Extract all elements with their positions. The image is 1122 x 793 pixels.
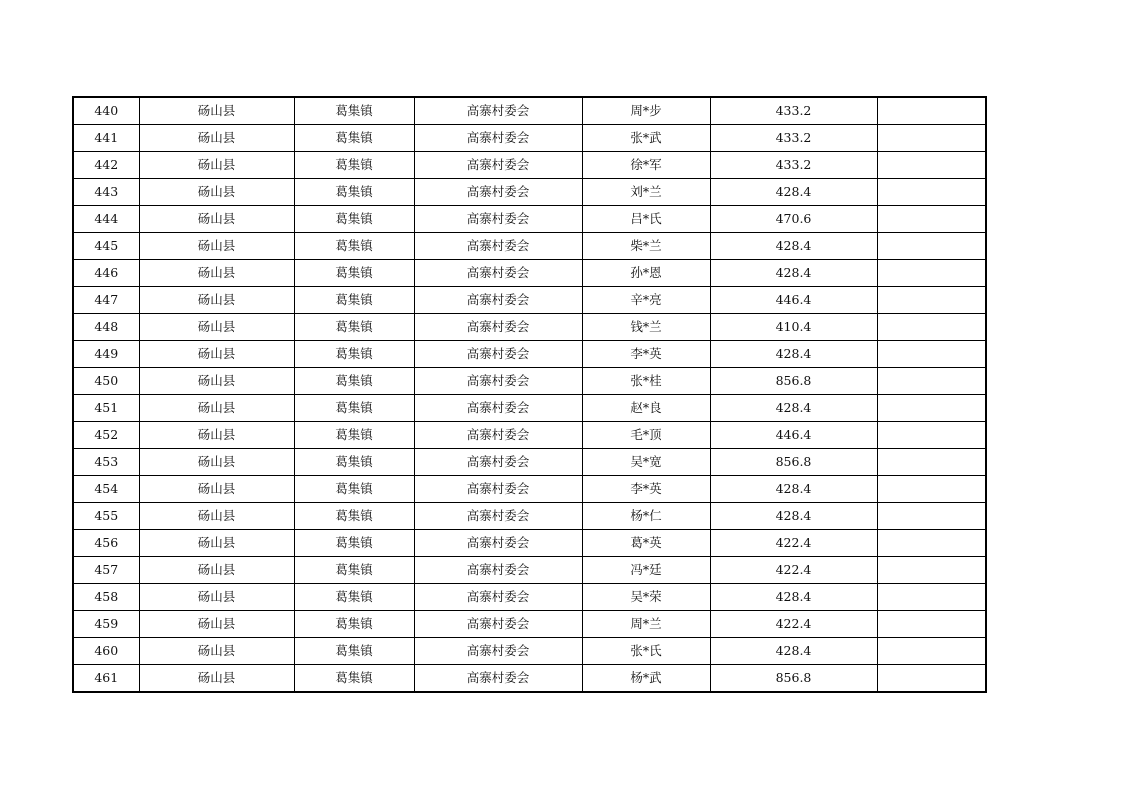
town-cell: 葛集镇 [294,125,414,152]
name-cell: 张*氏 [582,638,710,665]
row-number-cell: 442 [73,152,139,179]
county-cell: 砀山县 [139,449,294,476]
table-row [73,665,986,693]
name-cell: 孙*恩 [582,260,710,287]
village-cell: 高寨村委会 [414,152,582,179]
table-row [73,395,986,422]
town-cell: 葛集镇 [294,368,414,395]
row-number-cell: 444 [73,206,139,233]
table-body [73,97,986,692]
county-cell: 砀山县 [139,611,294,638]
village-cell: 高寨村委会 [414,368,582,395]
name-cell: 张*桂 [582,368,710,395]
note-cell [877,395,986,422]
amount-cell: 446.4 [710,422,877,449]
village-cell: 高寨村委会 [414,233,582,260]
town-cell: 葛集镇 [294,530,414,557]
table-row [73,476,986,503]
town-cell: 葛集镇 [294,557,414,584]
amount-cell: 428.4 [710,476,877,503]
table-row [73,557,986,584]
town-cell: 葛集镇 [294,476,414,503]
village-cell: 高寨村委会 [414,449,582,476]
town-cell: 葛集镇 [294,287,414,314]
name-cell: 葛*英 [582,530,710,557]
table-row [73,584,986,611]
table-row [73,97,986,125]
table-row [73,503,986,530]
amount-cell: 433.2 [710,125,877,152]
village-cell: 高寨村委会 [414,665,582,693]
town-cell: 葛集镇 [294,449,414,476]
amount-cell: 856.8 [710,368,877,395]
amount-cell: 422.4 [710,611,877,638]
table-row [73,449,986,476]
amount-cell: 470.6 [710,206,877,233]
village-cell: 高寨村委会 [414,395,582,422]
town-cell: 葛集镇 [294,611,414,638]
amount-cell: 428.4 [710,233,877,260]
amount-cell: 433.2 [710,97,877,125]
table-row [73,530,986,557]
name-cell: 吴*宽 [582,449,710,476]
note-cell [877,530,986,557]
amount-cell: 428.4 [710,179,877,206]
village-cell: 高寨村委会 [414,530,582,557]
row-number-cell: 448 [73,314,139,341]
note-cell [877,314,986,341]
town-cell: 葛集镇 [294,638,414,665]
town-cell: 葛集镇 [294,665,414,693]
town-cell: 葛集镇 [294,395,414,422]
amount-cell: 428.4 [710,341,877,368]
county-cell: 砀山县 [139,584,294,611]
amount-cell: 446.4 [710,287,877,314]
table-row [73,125,986,152]
amount-cell: 428.4 [710,638,877,665]
row-number-cell: 456 [73,530,139,557]
county-cell: 砀山县 [139,422,294,449]
name-cell: 刘*兰 [582,179,710,206]
name-cell: 李*英 [582,476,710,503]
name-cell: 钱*兰 [582,314,710,341]
row-number-cell: 452 [73,422,139,449]
note-cell [877,97,986,125]
town-cell: 葛集镇 [294,422,414,449]
note-cell [877,368,986,395]
table-row [73,206,986,233]
note-cell [877,233,986,260]
village-cell: 高寨村委会 [414,260,582,287]
table-row [73,341,986,368]
name-cell: 辛*亮 [582,287,710,314]
name-cell: 张*武 [582,125,710,152]
name-cell: 吕*氏 [582,206,710,233]
amount-cell: 856.8 [710,449,877,476]
county-cell: 砀山县 [139,395,294,422]
row-number-cell: 457 [73,557,139,584]
row-number-cell: 455 [73,503,139,530]
village-cell: 高寨村委会 [414,179,582,206]
county-cell: 砀山县 [139,665,294,693]
name-cell: 冯*廷 [582,557,710,584]
amount-cell: 433.2 [710,152,877,179]
name-cell: 杨*仁 [582,503,710,530]
amount-cell: 422.4 [710,557,877,584]
row-number-cell: 441 [73,125,139,152]
town-cell: 葛集镇 [294,260,414,287]
village-cell: 高寨村委会 [414,341,582,368]
name-cell: 赵*良 [582,395,710,422]
county-cell: 砀山县 [139,638,294,665]
county-cell: 砀山县 [139,476,294,503]
town-cell: 葛集镇 [294,179,414,206]
county-cell: 砀山县 [139,287,294,314]
row-number-cell: 450 [73,368,139,395]
county-cell: 砀山县 [139,503,294,530]
table-row [73,233,986,260]
table-row [73,260,986,287]
row-number-cell: 440 [73,97,139,125]
row-number-cell: 449 [73,341,139,368]
amount-cell: 428.4 [710,503,877,530]
table-row [73,179,986,206]
note-cell [877,341,986,368]
county-cell: 砀山县 [139,530,294,557]
name-cell: 周*步 [582,97,710,125]
village-cell: 高寨村委会 [414,638,582,665]
note-cell [877,476,986,503]
note-cell [877,557,986,584]
note-cell [877,611,986,638]
row-number-cell: 459 [73,611,139,638]
name-cell: 杨*武 [582,665,710,693]
village-cell: 高寨村委会 [414,611,582,638]
table-row [73,152,986,179]
town-cell: 葛集镇 [294,97,414,125]
county-cell: 砀山县 [139,233,294,260]
village-cell: 高寨村委会 [414,125,582,152]
table-row [73,314,986,341]
town-cell: 葛集镇 [294,314,414,341]
town-cell: 葛集镇 [294,233,414,260]
village-cell: 高寨村委会 [414,584,582,611]
amount-cell: 428.4 [710,395,877,422]
row-number-cell: 458 [73,584,139,611]
note-cell [877,665,986,693]
amount-cell: 428.4 [710,584,877,611]
village-cell: 高寨村委会 [414,287,582,314]
row-number-cell: 447 [73,287,139,314]
table-row [73,638,986,665]
row-number-cell: 453 [73,449,139,476]
data-table [72,96,987,693]
town-cell: 葛集镇 [294,503,414,530]
village-cell: 高寨村委会 [414,557,582,584]
row-number-cell: 461 [73,665,139,693]
row-number-cell: 451 [73,395,139,422]
village-cell: 高寨村委会 [414,476,582,503]
note-cell [877,638,986,665]
county-cell: 砀山县 [139,125,294,152]
table-row [73,422,986,449]
table-row [73,611,986,638]
county-cell: 砀山县 [139,152,294,179]
row-number-cell: 454 [73,476,139,503]
name-cell: 徐*军 [582,152,710,179]
amount-cell: 422.4 [710,530,877,557]
name-cell: 毛*顶 [582,422,710,449]
county-cell: 砀山县 [139,97,294,125]
note-cell [877,422,986,449]
row-number-cell: 443 [73,179,139,206]
village-cell: 高寨村委会 [414,314,582,341]
row-number-cell: 446 [73,260,139,287]
town-cell: 葛集镇 [294,341,414,368]
row-number-cell: 445 [73,233,139,260]
table-row [73,368,986,395]
note-cell [877,449,986,476]
county-cell: 砀山县 [139,179,294,206]
town-cell: 葛集镇 [294,152,414,179]
county-cell: 砀山县 [139,368,294,395]
row-number-cell: 460 [73,638,139,665]
county-cell: 砀山县 [139,206,294,233]
village-cell: 高寨村委会 [414,422,582,449]
name-cell: 周*兰 [582,611,710,638]
county-cell: 砀山县 [139,341,294,368]
county-cell: 砀山县 [139,314,294,341]
village-cell: 高寨村委会 [414,503,582,530]
name-cell: 吴*荣 [582,584,710,611]
note-cell [877,179,986,206]
note-cell [877,503,986,530]
village-cell: 高寨村委会 [414,97,582,125]
note-cell [877,206,986,233]
note-cell [877,125,986,152]
amount-cell: 428.4 [710,260,877,287]
name-cell: 李*英 [582,341,710,368]
village-cell: 高寨村委会 [414,206,582,233]
amount-cell: 410.4 [710,314,877,341]
note-cell [877,584,986,611]
note-cell [877,287,986,314]
county-cell: 砀山县 [139,557,294,584]
town-cell: 葛集镇 [294,584,414,611]
table-row [73,287,986,314]
note-cell [877,152,986,179]
amount-cell: 856.8 [710,665,877,693]
town-cell: 葛集镇 [294,206,414,233]
county-cell: 砀山县 [139,260,294,287]
name-cell: 柴*兰 [582,233,710,260]
note-cell [877,260,986,287]
